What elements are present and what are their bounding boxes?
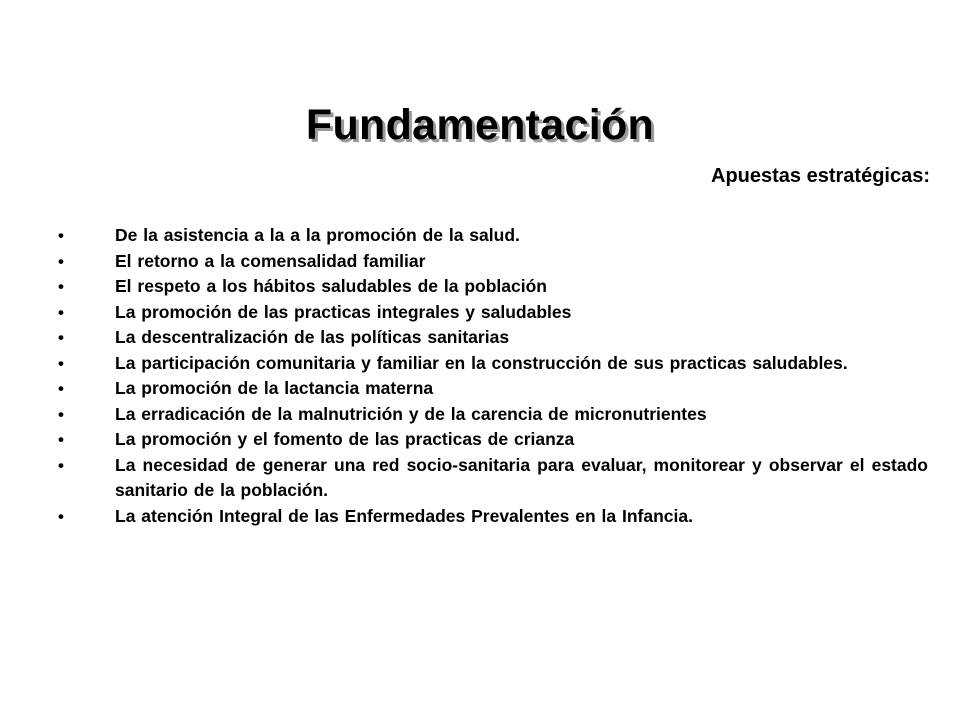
bullet-text: El respeto a los hábitos saludables de la población <box>115 276 547 296</box>
bullet-dot-icon: • <box>58 379 64 398</box>
bullet-item <box>0 351 960 377</box>
bullet-text: La promoción de las practicas integrales y saludables <box>115 301 572 322</box>
bullet-item <box>0 325 960 351</box>
bullet-item <box>0 402 960 428</box>
bullet-dot-icon: • <box>58 430 64 449</box>
bullet-item <box>0 223 960 249</box>
bullet-dot-icon: • <box>58 404 64 424</box>
bullet-dot-icon: • <box>58 506 64 526</box>
bullet-item <box>0 249 960 275</box>
bullet-dot-icon: • <box>58 277 64 296</box>
bullet-text: El retorno a la comensalidad familiar <box>115 250 426 271</box>
bullet-text: La necesidad de generar una red socio-sanitaria para evaluar, monitorear y observar el estado sanitario de la población. <box>115 454 928 500</box>
bullet-dot-icon: • <box>58 302 64 322</box>
bullet-item <box>0 453 960 504</box>
bullet-dot-icon: • <box>58 353 64 373</box>
bullet-item <box>0 274 960 300</box>
bullet-item <box>0 376 960 402</box>
bullet-text: La promoción y el fomento de las practicas de crianza <box>115 429 575 449</box>
bullet-text: La erradicación de la malnutrición y de la carencia de micronutrientes <box>115 403 707 424</box>
bullet-text: La atención Integral de las Enfermedades Prevalentes en la Infancia. <box>115 505 693 526</box>
bullet-dot-icon: • <box>58 455 64 475</box>
bullet-text: La promoción de la lactancia materna <box>115 378 434 398</box>
bullet-text: La descentralización de las políticas sanitarias <box>115 327 510 347</box>
slide-subtitle: Apuestas estratégicas: <box>711 165 930 187</box>
bullet-item <box>0 504 960 530</box>
slide-title: Fundamentación <box>305 101 655 149</box>
bullet-text: De la asistencia a la a la promoción de la salud. <box>115 225 520 245</box>
bullet-item <box>0 427 960 453</box>
bullet-dot-icon: • <box>58 251 64 271</box>
bullet-item <box>0 300 960 326</box>
bullet-list <box>0 223 960 529</box>
bullet-text: La participación comunitaria y familiar en la construcción de sus practicas saludables. <box>115 352 848 373</box>
bullet-dot-icon: • <box>58 226 64 245</box>
bullet-dot-icon: • <box>58 328 64 347</box>
